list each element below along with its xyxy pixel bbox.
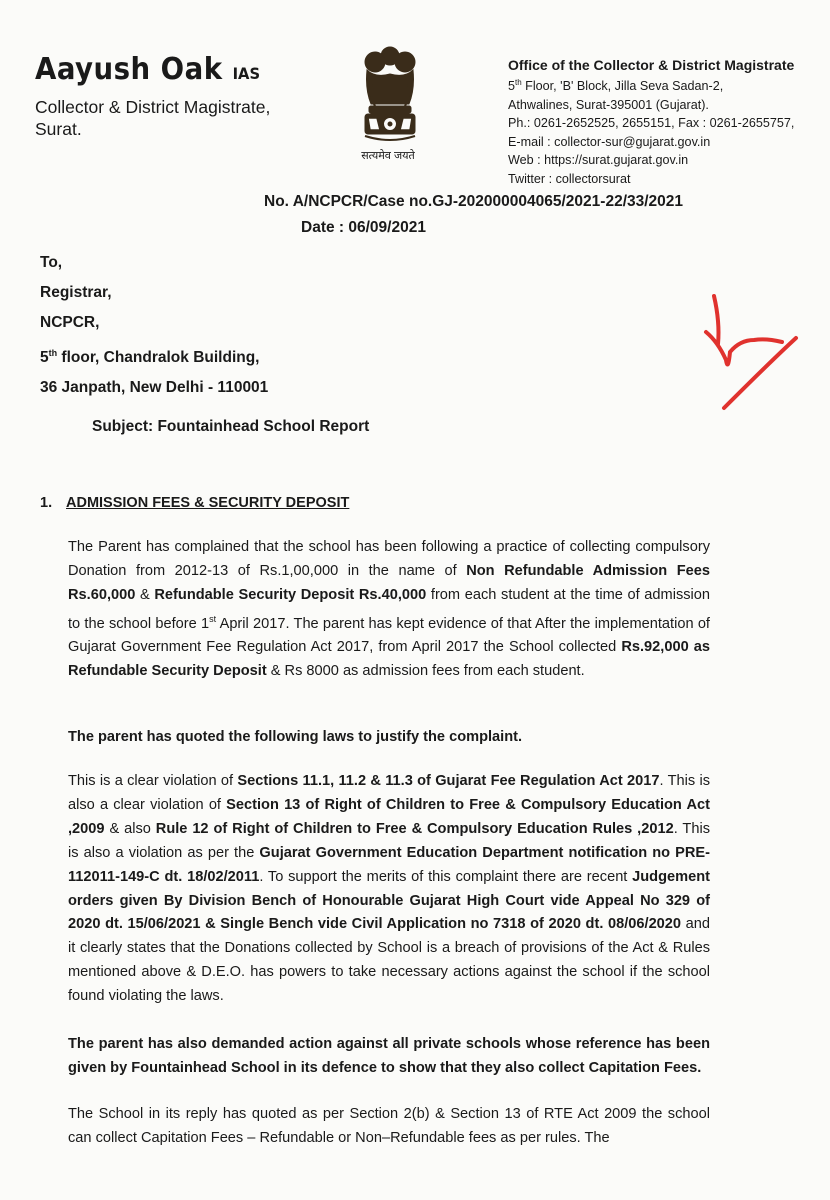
red-pen-mark [700, 282, 810, 417]
recipient-line: 5th floor, Chandralok Building, [40, 348, 260, 367]
officer-name [35, 52, 260, 87]
office-address: Athwalines, Surat-395001 (Gujarat). [508, 98, 709, 112]
reference-number: No. A/NCPCR/Case no.GJ-202000004065/2021-22/33/2021 [264, 193, 684, 210]
paragraph-complaint: The Parent has complained that the school has been following a practice of collecting compulsory Donation from 2012-13 of Rs.1,00,000 in the name of Non Refundable Admission Fees Rs.60,000 & Refundable Security Deposit Rs.40,000 from each student at the time of admission to the school before 1st April 2017. The parent has kept evidence of that After the implementation of Gujarat Government Fee Regulation Act 2017, from April 2017 the School collected Rs.92,000 as Refundable Security Deposit & Rs 8000 as admission fees from each student. [68, 539, 711, 680]
officer-service-suffix: IAS [232, 64, 261, 83]
section-number: 1. [40, 495, 53, 511]
paragraph-violations: This is a clear violation of Sections 11.1, 11.2 & 11.3 of Gujarat Fee Regulation Act 2017. This is also a clear violation of Section 13 of Right of Children to Free & Compulsory Education Act ,2009 & also Rule 12 of Right of Children to Free & Compulsory Education Rules ,2012. This is also a violation as per the Gujarat Government Education Department notification no PRE-112011-149-C dt. 18/02/2011. To support the merits of this complaint there are recent Judgement orders given By Division Bench of Honourable Gujarat High Court vide Appeal No 329 of 2020 dt. 15/06/2021 & Single Bench vide Civil Application no 7318 of 2020 dt. 08/06/2020 and it clearly states that the Donations collected by School is a breach of provisions of the Act & Rules mentioned above & D.E.O. has powers to take necessary actions against the school if the school found violating the laws. [68, 773, 710, 1005]
paragraph-school-reply: The School in its reply has quoted as per Section 2(b) & Section 13 of RTE Act 2009 the school can collect Capitation Fees – Refundable or Non–Refundable fees as per rules. The [68, 1106, 710, 1146]
office-twitter: Twitter : collectorsurat [508, 171, 631, 186]
designation-line: Surat. [35, 119, 82, 139]
office-title: Office of the Collector & District Magistrate [508, 57, 795, 73]
recipient-line: Registrar, [40, 284, 112, 301]
recipient-to: To, [40, 254, 63, 271]
office-web: Web : https://surat.gujarat.gov.in [508, 153, 689, 168]
section-title: ADMISSION FEES & SECURITY DEPOSIT [66, 495, 350, 511]
letter-subject: Subject: Fountainhead School Report [92, 418, 370, 435]
officer-name-text: Aayush Oak [35, 52, 223, 87]
recipient-line: NCPCR, [40, 314, 100, 331]
office-address-block [508, 56, 794, 188]
recipient-address [40, 248, 268, 403]
paragraph-demand: The parent has also demanded action against all private schools whose reference has been given by Fountainhead School in its defence to show that they also collect Capitation Fees. [68, 1036, 710, 1076]
recipient-line: 36 Janpath, New Delhi - 110001 [40, 379, 269, 397]
letter-date: Date : 06/09/2021 [301, 219, 426, 236]
office-email: E-mail : collector-sur@gujarat.gov.in [508, 134, 711, 149]
office-phone: Ph.: 0261-2652525, 2655151, Fax : 0261-2655757, [508, 116, 795, 131]
office-floor: 5th Floor, 'B' Block, Jilla Seva Sadan-2, [508, 78, 724, 94]
paragraph-laws-intro: The parent has quoted the following laws to justify the complaint. [68, 729, 523, 745]
emblem-motto: सत्यमेव जयते [361, 150, 415, 162]
designation-line: Collector & District Magistrate, [35, 97, 271, 117]
officer-designation [35, 96, 270, 140]
